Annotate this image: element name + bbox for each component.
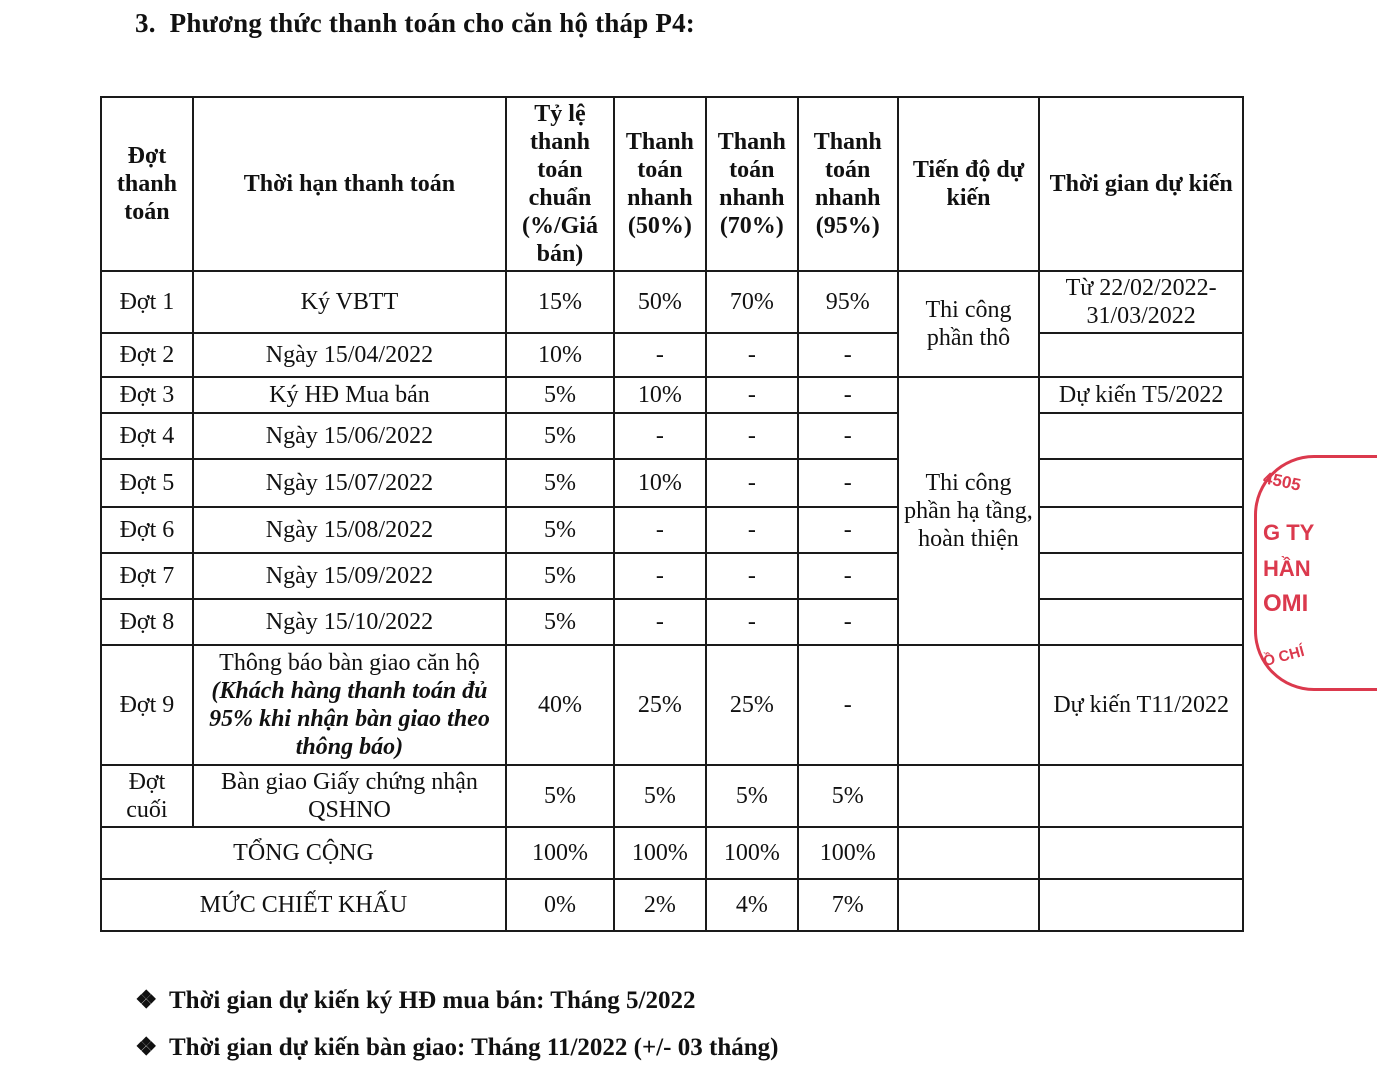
cell-han: Ngày 15/07/2022: [193, 459, 506, 507]
stamp-text: G TY: [1263, 520, 1315, 545]
cell-chuan: 10%: [506, 333, 614, 377]
cell-empty: [898, 879, 1040, 931]
header-nhanh-50: Thanh toán nhanh (50%): [614, 97, 706, 271]
cell-empty: [1039, 599, 1243, 645]
cell-dot: Đợt 3: [101, 377, 193, 413]
discount-chuan: 0%: [506, 879, 614, 931]
cell-chuan: 5%: [506, 765, 614, 827]
table-row: [101, 271, 1243, 333]
cell-thoi-gian-dot9: Dự kiến T11/2022: [1039, 645, 1243, 765]
cell-han: Ngày 15/06/2022: [193, 413, 506, 459]
total-n50: 100%: [614, 827, 706, 879]
footer-line-1: [135, 985, 695, 1015]
cell-empty: [1039, 507, 1243, 553]
cell-n70: 25%: [706, 645, 798, 765]
section-title: Phương thức thanh toán cho căn hộ tháp P4:: [169, 8, 695, 38]
cell-dot: Đợt 4: [101, 413, 193, 459]
cell-n50: -: [614, 333, 706, 377]
cell-han: Ký HĐ Mua bán: [193, 377, 506, 413]
cell-han: Ngày 15/09/2022: [193, 553, 506, 599]
cell-n50: -: [614, 507, 706, 553]
cell-han: Ngày 15/04/2022: [193, 333, 506, 377]
cell-han: Ngày 15/08/2022: [193, 507, 506, 553]
cell-n70: 5%: [706, 765, 798, 827]
cell-dot: Đợt 9: [101, 645, 193, 765]
cell-n95: -: [798, 333, 898, 377]
header-row: [101, 97, 1243, 271]
cell-n50: -: [614, 413, 706, 459]
cell-n70: -: [706, 459, 798, 507]
cell-dot: Đợt 7: [101, 553, 193, 599]
cell-n70: -: [706, 413, 798, 459]
header-nhanh-95: Thanh toán nhanh (95%): [798, 97, 898, 271]
cell-n50: 25%: [614, 645, 706, 765]
cell-dot: Đợt cuối: [101, 765, 193, 827]
cell-n50: 10%: [614, 377, 706, 413]
cell-n95: -: [798, 377, 898, 413]
table-row: [101, 765, 1243, 827]
cell-chuan: 5%: [506, 507, 614, 553]
section-number: 3.: [135, 8, 156, 38]
stamp-text: OMI: [1263, 590, 1309, 617]
discount-row: [101, 879, 1243, 931]
cell-n50: 50%: [614, 271, 706, 333]
total-n95: 100%: [798, 827, 898, 879]
discount-n70: 4%: [706, 879, 798, 931]
cell-dot: Đợt 1: [101, 271, 193, 333]
cell-empty: [1039, 333, 1243, 377]
header-thoi-han: Thời hạn thanh toán: [193, 97, 506, 271]
cell-n70: -: [706, 333, 798, 377]
table-row: [101, 553, 1243, 599]
cell-tien-do-hoan-thien: Thi công phần hạ tầng, hoàn thiện: [898, 377, 1040, 645]
stamp-text: Ồ CHÍ: [1261, 642, 1307, 671]
cell-han: Ký VBTT: [193, 271, 506, 333]
cell-chuan: 5%: [506, 553, 614, 599]
cell-empty: [898, 645, 1040, 765]
stamp-text: HẦN: [1263, 556, 1311, 581]
cell-n95: 5%: [798, 765, 898, 827]
cell-empty: [1039, 827, 1243, 879]
cell-han-group: [193, 645, 506, 765]
cell-n50: 5%: [614, 765, 706, 827]
cell-empty: [1039, 765, 1243, 827]
total-row: [101, 827, 1243, 879]
company-stamp: [1254, 455, 1377, 691]
table-row: [101, 413, 1243, 459]
cell-n70: -: [706, 507, 798, 553]
discount-label: MỨC CHIẾT KHẤU: [101, 879, 506, 931]
total-label: TỔNG CỘNG: [101, 827, 506, 879]
cell-dot: Đợt 8: [101, 599, 193, 645]
cell-empty: [898, 827, 1040, 879]
cell-n50: -: [614, 599, 706, 645]
discount-n95: 7%: [798, 879, 898, 931]
stamp-text: 4505: [1261, 468, 1303, 495]
footer-line-2: [135, 1032, 778, 1062]
cell-n95: -: [798, 507, 898, 553]
cell-n95: -: [798, 413, 898, 459]
header-nhanh-70: Thanh toán nhanh (70%): [706, 97, 798, 271]
cell-han: Ngày 15/10/2022: [193, 599, 506, 645]
cell-n70: -: [706, 553, 798, 599]
cell-empty: [1039, 413, 1243, 459]
payment-table: [100, 96, 1244, 932]
footer-text: Thời gian dự kiến bàn giao: Tháng 11/2022 (+/- 03 tháng): [169, 1034, 779, 1061]
cell-n70: -: [706, 599, 798, 645]
total-chuan: 100%: [506, 827, 614, 879]
table-row: [101, 599, 1243, 645]
cell-han: Thông báo bàn giao căn hộ: [219, 650, 480, 676]
cell-dot: Đợt 5: [101, 459, 193, 507]
cell-chuan: 5%: [506, 413, 614, 459]
header-thoi-gian: Thời gian dự kiến: [1039, 97, 1243, 271]
bullet-icon: ❖: [135, 1034, 158, 1061]
cell-n95: -: [798, 599, 898, 645]
cell-n50: 10%: [614, 459, 706, 507]
cell-han: Bàn giao Giấy chứng nhận QSHNO: [193, 765, 506, 827]
footer-text: Thời gian dự kiến ký HĐ mua bán: Tháng 5/2022: [169, 987, 696, 1014]
total-n70: 100%: [706, 827, 798, 879]
cell-n95: 95%: [798, 271, 898, 333]
cell-dot: Đợt 2: [101, 333, 193, 377]
cell-chuan: 15%: [506, 271, 614, 333]
cell-chuan: 5%: [506, 459, 614, 507]
cell-chuan: 5%: [506, 599, 614, 645]
cell-n95: -: [798, 645, 898, 765]
cell-empty: [1039, 459, 1243, 507]
table-row: [101, 645, 1243, 765]
header-dot: Đợt thanh toán: [101, 97, 193, 271]
table-row: [101, 459, 1243, 507]
table-row: [101, 507, 1243, 553]
cell-thoi-gian-dot3: Dự kiến T5/2022: [1039, 377, 1243, 413]
cell-chuan: 5%: [506, 377, 614, 413]
cell-empty: [898, 765, 1040, 827]
header-ty-le: Tỷ lệ thanh toán chuẩn (%/Giá bán): [506, 97, 614, 271]
cell-empty: [1039, 879, 1243, 931]
cell-han-note: (Khách hàng thanh toán đủ 95% khi nhận bàn giao theo thông báo): [209, 678, 490, 760]
table-row: [101, 333, 1243, 377]
cell-dot: Đợt 6: [101, 507, 193, 553]
bullet-icon: ❖: [135, 987, 158, 1014]
table-row: [101, 377, 1243, 413]
cell-tien-do-tho: Thi công phần thô: [898, 271, 1040, 377]
cell-n95: -: [798, 459, 898, 507]
header-tien-do: Tiến độ dự kiến: [898, 97, 1040, 271]
cell-thoi-gian-dot1: Từ 22/02/2022-31/03/2022: [1039, 271, 1243, 333]
cell-n95: -: [798, 553, 898, 599]
section-heading: [135, 8, 695, 39]
cell-empty: [1039, 553, 1243, 599]
cell-chuan: 40%: [506, 645, 614, 765]
cell-n50: -: [614, 553, 706, 599]
cell-n70: 70%: [706, 271, 798, 333]
discount-n50: 2%: [614, 879, 706, 931]
cell-n70: -: [706, 377, 798, 413]
